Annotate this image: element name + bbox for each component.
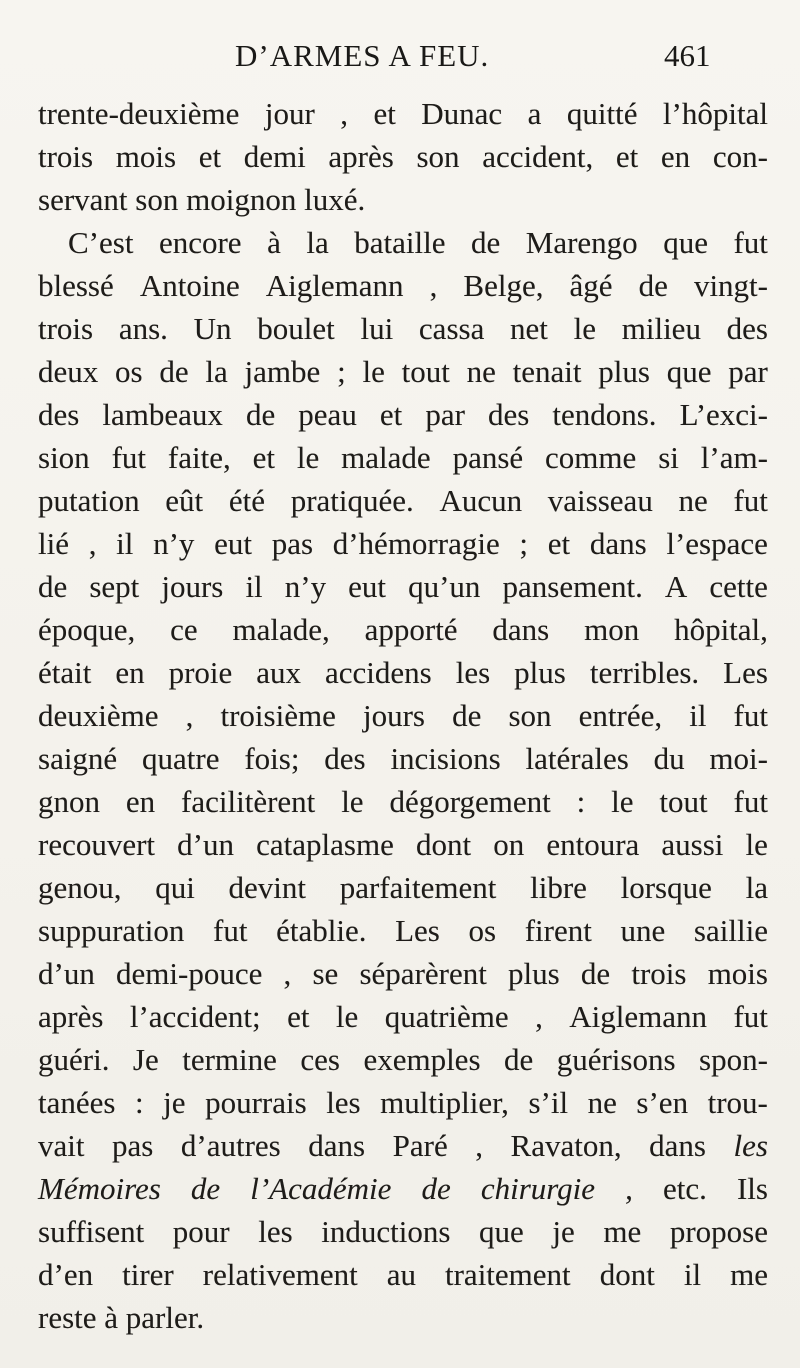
text-word: A (664, 569, 688, 604)
text-word: et (547, 526, 571, 561)
text-line (38, 565, 768, 608)
text-word: que (663, 225, 708, 260)
text-word: mon (584, 612, 640, 647)
text-line (38, 393, 768, 436)
text-word: libre (530, 870, 587, 905)
text-word: d’un (177, 827, 234, 862)
text-word: les (733, 1128, 768, 1163)
text-word: pourrais (205, 1085, 307, 1120)
text-word: d’un (38, 956, 95, 991)
text-word: plus (514, 655, 566, 690)
text-word: tenait (512, 354, 582, 389)
text-word: : (135, 1085, 144, 1120)
text-line (38, 479, 768, 522)
text-word: jambe (244, 354, 321, 389)
text-word: fois; (244, 741, 300, 776)
text-word: latérales (525, 741, 629, 776)
text-word: la (745, 870, 768, 905)
text-word: malade, (232, 612, 330, 647)
text-word: ces (300, 1042, 340, 1077)
text-word: ce (170, 612, 198, 647)
text-word: milieu (621, 311, 701, 346)
text-word: terribles. (589, 655, 700, 690)
text-line (38, 221, 768, 264)
text-word: séparèrent (359, 956, 487, 991)
text-word: Mémoires (38, 1171, 161, 1206)
text-word: mois (707, 956, 768, 991)
text-word: une (620, 913, 666, 948)
text-word: gnon (38, 784, 100, 819)
text-word: fut (733, 225, 768, 260)
text-word: con- (712, 139, 768, 174)
text-word: les (326, 1085, 361, 1120)
text-word: faite, (167, 440, 231, 475)
text-word: jours (161, 569, 224, 604)
text-word: parler. (125, 1300, 205, 1335)
text-word: Les (723, 655, 768, 690)
text-word: époque, (38, 612, 136, 647)
text-word: quatrième (384, 999, 509, 1034)
text-line (38, 350, 768, 393)
text-word: s’en (636, 1085, 689, 1120)
text-line (38, 823, 768, 866)
text-word: Ravaton, (510, 1128, 622, 1163)
page-number: 461 (664, 38, 711, 73)
text-word: fut (111, 440, 147, 475)
text-word: on (493, 827, 525, 862)
text-word: pansé (452, 440, 524, 475)
text-word: son (508, 698, 552, 733)
text-word: me (603, 1214, 642, 1249)
body-text (38, 92, 768, 1339)
text-word: l’accident; (129, 999, 261, 1034)
text-word: ; (337, 354, 346, 389)
text-word: inductions (321, 1214, 451, 1249)
text-word: d’autres (180, 1128, 281, 1163)
text-line (38, 307, 768, 350)
text-line (38, 1210, 768, 1253)
text-word: devint (228, 870, 307, 905)
text-word: os (468, 913, 497, 948)
text-word: fut (733, 999, 768, 1034)
text-word: il (689, 698, 707, 733)
text-word: deuxième (38, 698, 159, 733)
text-word: qu’un (408, 569, 481, 604)
text-word: fut (213, 913, 248, 948)
text-word: peau (298, 397, 357, 432)
text-word: guérisons (556, 1042, 676, 1077)
text-word: tout (659, 784, 708, 819)
text-word: jours (362, 698, 425, 733)
text-word: de (190, 1171, 221, 1206)
text-word: comme (545, 440, 637, 475)
text-word: Paré (392, 1128, 448, 1163)
text-word: fut (733, 784, 768, 819)
text-word: en (660, 139, 691, 174)
running-title: D’ARMES A FEU. (235, 38, 490, 73)
text-word: si (658, 440, 679, 475)
text-word: le (335, 999, 359, 1034)
text-word: sept (89, 569, 140, 604)
text-word: me (730, 1257, 768, 1292)
text-word: trois (631, 956, 687, 991)
text-line (38, 1038, 768, 1081)
text-word: ne (587, 1085, 617, 1120)
text-word: le (573, 311, 597, 346)
text-word: il (683, 1257, 702, 1292)
text-word: , (535, 999, 543, 1034)
text-word: Un (193, 311, 232, 346)
text-word: et (373, 96, 396, 131)
text-word: ans. (118, 311, 168, 346)
text-word: dans (589, 526, 647, 561)
text-word: pratiquée. (290, 483, 414, 518)
text-word: net (510, 311, 548, 346)
text-line (38, 135, 768, 178)
text-word: le (611, 784, 634, 819)
text-word: le (341, 784, 364, 819)
text-word: pour (172, 1214, 230, 1249)
text-word: des (324, 741, 366, 776)
text-word: apporté (364, 612, 458, 647)
text-word: jour (264, 96, 315, 131)
text-word: du (653, 741, 685, 776)
text-word: vait (38, 1128, 85, 1163)
text-word: : (576, 784, 586, 819)
text-word: cassa (418, 311, 485, 346)
text-word: trou- (707, 1085, 768, 1120)
text-word: accident, (482, 139, 594, 174)
text-word: Aiglemann (569, 999, 708, 1034)
text-word: troisième (220, 698, 336, 733)
text-word: les (258, 1214, 293, 1249)
text-word: il (245, 569, 263, 604)
text-word: était (38, 655, 92, 690)
text-line (38, 737, 768, 780)
text-word: la (205, 354, 228, 389)
text-word: moi- (709, 741, 768, 776)
text-word: dans (308, 1128, 366, 1163)
text-word: de (580, 956, 611, 991)
text-word: Belge, (463, 268, 544, 303)
text-word: l’Académie (250, 1171, 392, 1206)
text-line (38, 1081, 768, 1124)
text-word: proie (168, 655, 233, 690)
text-word: été (228, 483, 265, 518)
text-word: vingt- (693, 268, 768, 303)
text-word: quatre (142, 741, 220, 776)
text-word: âgé (569, 268, 613, 303)
text-word: eut (348, 569, 387, 604)
text-word: les (455, 655, 491, 690)
text-word: facilitèrent (181, 784, 316, 819)
text-word: pas (112, 1128, 154, 1163)
text-line (38, 866, 768, 909)
text-word: Aiglemann (265, 268, 404, 303)
text-line (38, 909, 768, 952)
text-word: , (475, 1128, 483, 1163)
text-word: Les (395, 913, 440, 948)
text-word: reste (38, 1300, 97, 1335)
text-word: , (283, 956, 292, 991)
text-word: L’exci- (679, 397, 768, 432)
text-word: trois (38, 311, 94, 346)
text-word: de (421, 1171, 451, 1206)
text-word: exemples (363, 1042, 481, 1077)
text-word: relativement (202, 1257, 358, 1292)
text-word: spon- (699, 1042, 768, 1077)
text-word: le (296, 440, 320, 475)
text-word: tout (401, 354, 450, 389)
text-word: tanées (38, 1085, 116, 1120)
text-word: Ils (736, 1171, 768, 1206)
text-word: eut (214, 526, 252, 561)
text-word: de (38, 569, 68, 604)
text-word: saigné (38, 741, 118, 776)
text-word: malade (341, 440, 431, 475)
text-word: traitement (445, 1257, 571, 1292)
text-word: fut (733, 483, 768, 518)
text-word: plus (508, 956, 560, 991)
text-word: suppuration (38, 913, 185, 948)
text-word: de (471, 225, 501, 260)
text-word: d’hémorragie (332, 526, 500, 561)
text-line (38, 92, 768, 135)
text-word: saillie (693, 913, 768, 948)
text-word: fut (733, 698, 768, 733)
text-word: Je (132, 1042, 159, 1077)
text-word: l’hôpital (662, 96, 768, 131)
text-word: que (666, 354, 712, 389)
text-word: dont (599, 1257, 655, 1292)
text-word: tendons. (552, 397, 657, 432)
text-word: par (728, 354, 768, 389)
text-word: Antoine (139, 268, 240, 303)
text-word: Marengo (525, 225, 638, 260)
text-word: et (615, 139, 639, 174)
text-word: trente-deuxième (38, 96, 240, 131)
text-word: Aucun (439, 483, 523, 518)
text-word: plus (598, 354, 650, 389)
text-line (38, 995, 768, 1038)
text-line (38, 522, 768, 565)
text-word: cette (709, 569, 768, 604)
text-word: aussi (661, 827, 724, 862)
text-word: propose (669, 1214, 768, 1249)
text-word: incisions (390, 741, 501, 776)
text-word: de (638, 268, 668, 303)
text-word: demi (243, 139, 306, 174)
text-word: l’espace (666, 526, 768, 561)
text-word: chirurgie (480, 1171, 596, 1206)
text-line (38, 694, 768, 737)
text-word: des (726, 311, 768, 346)
text-word: moignon (186, 182, 297, 217)
text-line (38, 264, 768, 307)
text-word: que (479, 1214, 524, 1249)
text-word: en (125, 784, 156, 819)
text-word: trois (38, 139, 94, 174)
text-word: eût (165, 483, 204, 518)
text-word: qui (155, 870, 195, 905)
text-word: après (38, 999, 104, 1034)
text-word: hôpital, (674, 612, 768, 647)
text-word: , (88, 526, 97, 561)
text-line (38, 436, 768, 479)
text-word: le (745, 827, 768, 862)
text-word: dans (649, 1128, 706, 1163)
text-word: C’est (68, 225, 134, 260)
text-word: parfaitement (339, 870, 497, 905)
text-word: s’il (528, 1085, 569, 1120)
text-word: des (487, 397, 530, 432)
text-word: après (328, 139, 394, 174)
text-word: la (306, 225, 329, 260)
text-word: a (527, 96, 542, 131)
text-word: au (386, 1257, 416, 1292)
text-word: etc. (662, 1171, 707, 1206)
text-word: l’am- (700, 440, 768, 475)
text-word: ; (519, 526, 529, 561)
text-word: blessé (38, 268, 114, 303)
text-word: , (429, 268, 438, 303)
text-word: mois (115, 139, 177, 174)
text-word: ne (466, 354, 496, 389)
text-word: firent (524, 913, 592, 948)
text-word: en (115, 655, 145, 690)
text-word: lorsque (620, 870, 712, 905)
text-word: dégorgement (389, 784, 551, 819)
text-word: à (267, 225, 281, 260)
text-word: entoura (546, 827, 640, 862)
text-word: pansement. (502, 569, 643, 604)
text-word: ne (678, 483, 708, 518)
running-head (0, 28, 800, 84)
text-word: aux (256, 655, 302, 690)
text-word: je (163, 1085, 186, 1120)
text-word: de (245, 397, 276, 432)
text-line (38, 780, 768, 823)
text-word: son (416, 139, 460, 174)
text-word: d’en (38, 1257, 94, 1292)
text-word: suffisent (38, 1214, 145, 1249)
text-word: servant (38, 182, 128, 217)
text-word: je (552, 1214, 575, 1249)
text-word: sion (38, 440, 90, 475)
text-word: entrée, (578, 698, 663, 733)
text-word: il (116, 526, 134, 561)
text-word: luxé. (304, 182, 366, 217)
text-word: son (135, 182, 179, 217)
text-word: putation (38, 483, 140, 518)
text-word: par (425, 397, 465, 432)
text-word: deux (38, 354, 99, 389)
text-word: n’y (153, 526, 195, 561)
text-line (38, 1253, 768, 1296)
text-word: , (340, 96, 348, 131)
text-word: des (38, 397, 80, 432)
text-line (38, 651, 768, 694)
text-word: Dunac (421, 96, 503, 131)
text-word: vaisseau (547, 483, 653, 518)
text-word: de (503, 1042, 534, 1077)
text-word: et (379, 397, 403, 432)
text-line (38, 1296, 768, 1339)
text-word: cataplasme (256, 827, 394, 862)
text-word: os (115, 354, 143, 389)
text-word: n’y (284, 569, 327, 604)
text-word: lié (38, 526, 69, 561)
text-word: le (362, 354, 385, 389)
text-word: quitté (566, 96, 638, 131)
text-word: et (252, 440, 275, 475)
text-word: tirer (122, 1257, 174, 1292)
text-word: encore (158, 225, 242, 260)
text-word: recouvert (38, 827, 156, 862)
text-word: lui (360, 311, 394, 346)
text-word: de (159, 354, 189, 389)
text-word: à (104, 1300, 119, 1335)
text-word: dont (415, 827, 472, 862)
text-line (38, 952, 768, 995)
text-line (38, 1167, 768, 1210)
text-word: dans (492, 612, 550, 647)
text-word: genou, (38, 870, 122, 905)
text-word: demi-pouce (116, 956, 263, 991)
text-word: multiplier, (380, 1085, 509, 1120)
text-word: établie. (276, 913, 367, 948)
text-line (38, 178, 768, 221)
text-word: termine (182, 1042, 277, 1077)
text-word: et (198, 139, 222, 174)
text-word: accidens (325, 655, 432, 690)
text-word: boulet (257, 311, 335, 346)
text-word: , (625, 1171, 633, 1206)
text-word: guéri. (38, 1042, 110, 1077)
text-word: lambeaux (102, 397, 223, 432)
text-word: et (287, 999, 310, 1034)
text-line (38, 1124, 768, 1167)
text-word: , (185, 698, 194, 733)
text-word: de (452, 698, 482, 733)
text-line (38, 608, 768, 651)
text-word: se (312, 956, 339, 991)
text-word: pas (271, 526, 314, 561)
text-word: bataille (354, 225, 446, 260)
